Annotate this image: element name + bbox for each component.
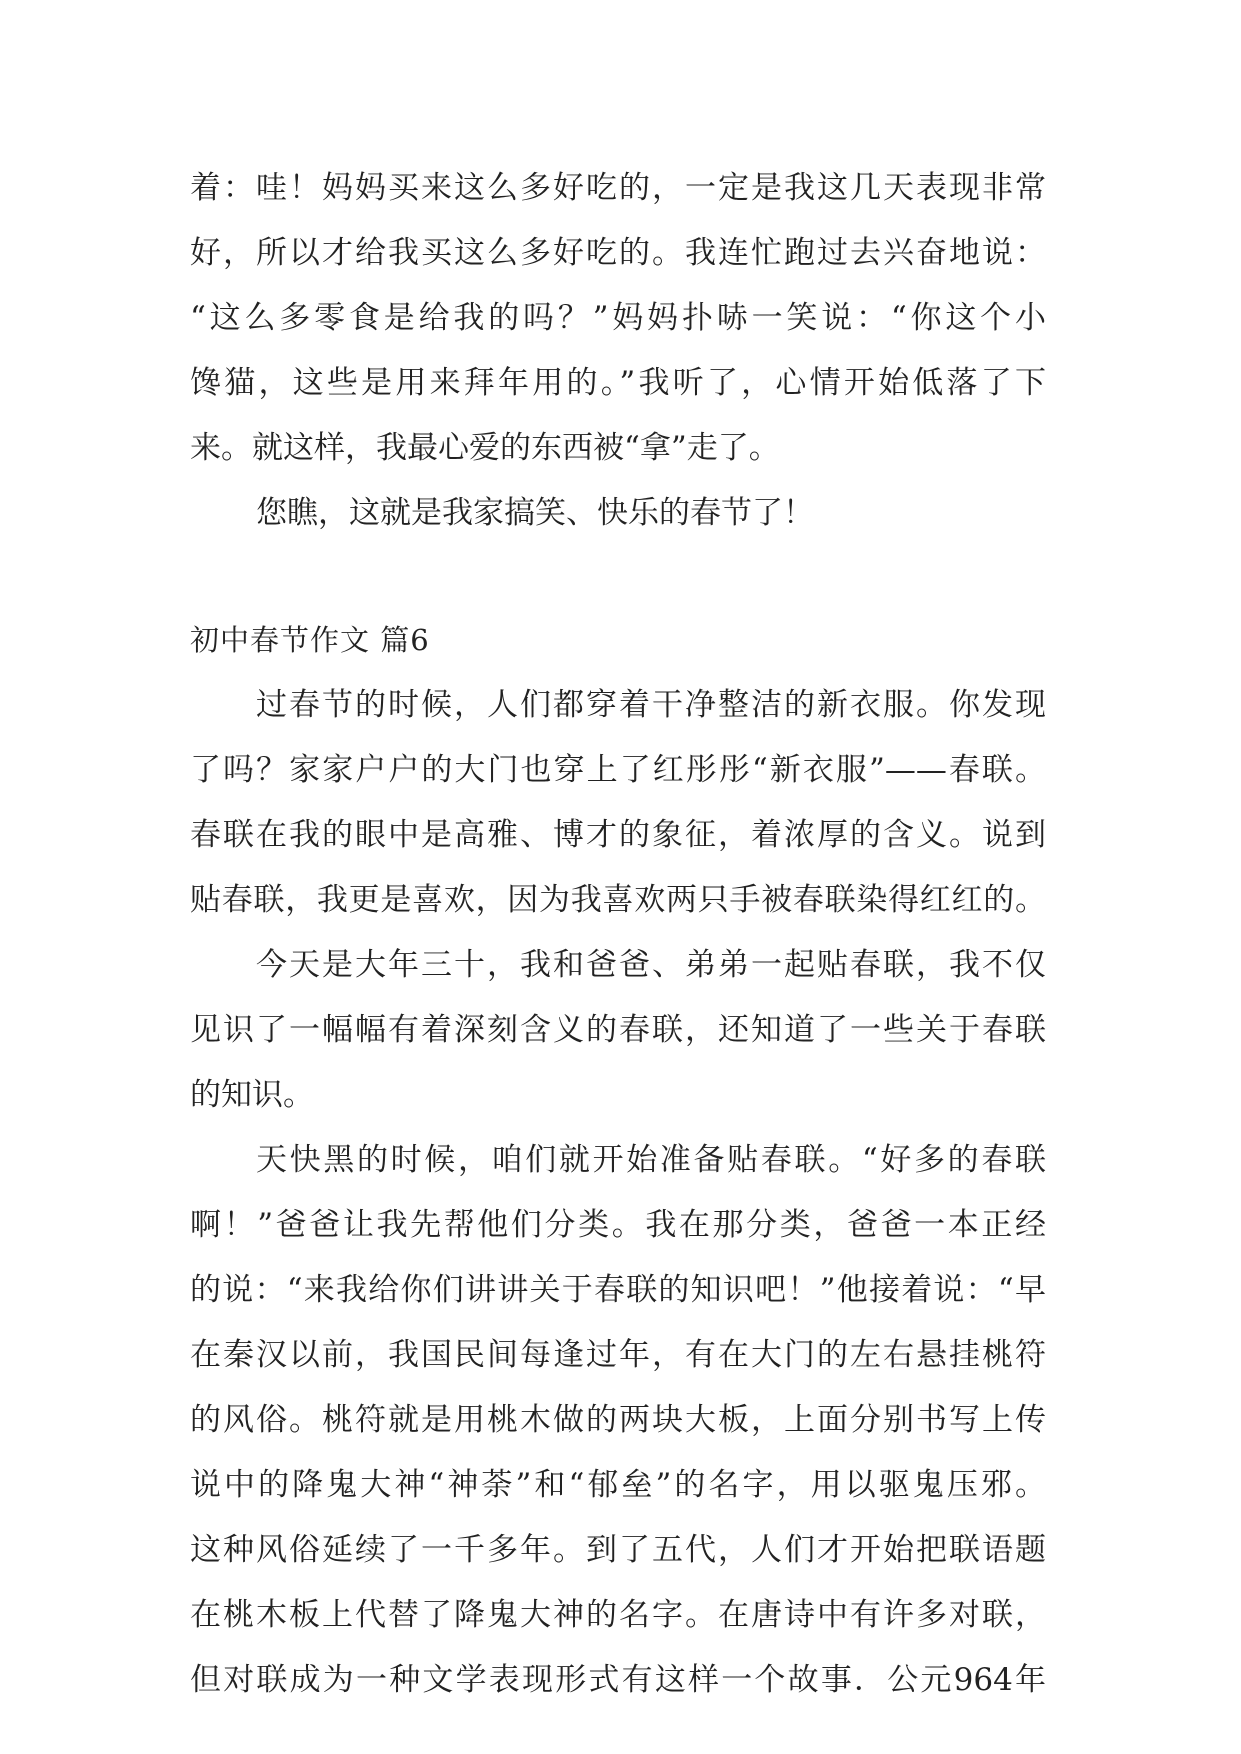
text-line: 着：哇！妈妈买来这么多好吃的，一定是我这几天表现非常 xyxy=(190,170,1046,206)
text-line: 馋猫，这些是用来拜年用的。”我听了，心情开始低落了下 xyxy=(190,365,1046,401)
text-line: 说中的降鬼大神“神荼”和“郁垒”的名字，用以驱鬼压邪。 xyxy=(190,1467,1046,1503)
text-line: 啊！”爸爸让我先帮他们分类。我在那分类，爸爸一本正经 xyxy=(190,1207,1046,1243)
section-paragraph-2 xyxy=(190,933,1046,1128)
text-line: 来。就这样，我最心爱的东西被“拿”走了。 xyxy=(190,430,780,466)
text-line: 这种风俗延续了一千多年。到了五代，人们才开始把联语题 xyxy=(190,1532,1046,1568)
text-line: 好，所以才给我买这么多好吃的。我连忙跑过去兴奋地说： xyxy=(190,235,1046,271)
text-line: 春联在我的眼中是高雅、博才的象征，着浓厚的含义。说到 xyxy=(190,817,1046,853)
text-line: 的风俗。桃符就是用桃木做的两块大板，上面分别书写上传 xyxy=(190,1402,1046,1438)
text-line: 见识了一幅幅有着深刻含义的春联，还知道了一些关于春联 xyxy=(190,1012,1046,1048)
text-line: 在秦汉以前，我国民间每逢过年，有在大门的左右悬挂桃符 xyxy=(190,1337,1046,1373)
text-line: 今天是大年三十，我和爸爸、弟弟一起贴春联，我不仅 xyxy=(256,947,1046,983)
section-paragraph-1 xyxy=(190,673,1046,933)
text-line: 天快黑的时候，咱们就开始准备贴春联。“好多的春联 xyxy=(256,1142,1046,1178)
text-line: 的知识。 xyxy=(190,1077,314,1113)
closing-line: 您瞧，这就是我家搞笑、快乐的春节了！ xyxy=(256,495,814,531)
section-paragraph-3 xyxy=(190,1128,1046,1713)
text-line: 但对联成为一种文学表现形式有这样一个故事．公元964年 xyxy=(190,1662,1046,1698)
text-line: 在桃木板上代替了降鬼大神的名字。在唐诗中有许多对联， xyxy=(190,1597,1046,1633)
intro-paragraph xyxy=(190,156,1046,481)
section-title: 初中春节作文 篇6 xyxy=(190,623,430,657)
text-line: 的说：“来我给你们讲讲关于春联的知识吧！”他接着说：“早 xyxy=(190,1272,1046,1308)
document-page xyxy=(190,156,1046,1713)
text-line: 了吗？家家户户的大门也穿上了红彤彤“新衣服”——春联。 xyxy=(190,752,1046,788)
section-spacer xyxy=(190,546,1046,608)
text-line: “这么多零食是给我的吗？”妈妈扑哧一笑说：“你这个小 xyxy=(190,300,1046,336)
text-line: 过春节的时候，人们都穿着干净整洁的新衣服。你发现 xyxy=(256,687,1046,723)
text-line: 贴春联，我更是喜欢，因为我喜欢两只手被春联染得红红的。 xyxy=(190,882,1046,918)
